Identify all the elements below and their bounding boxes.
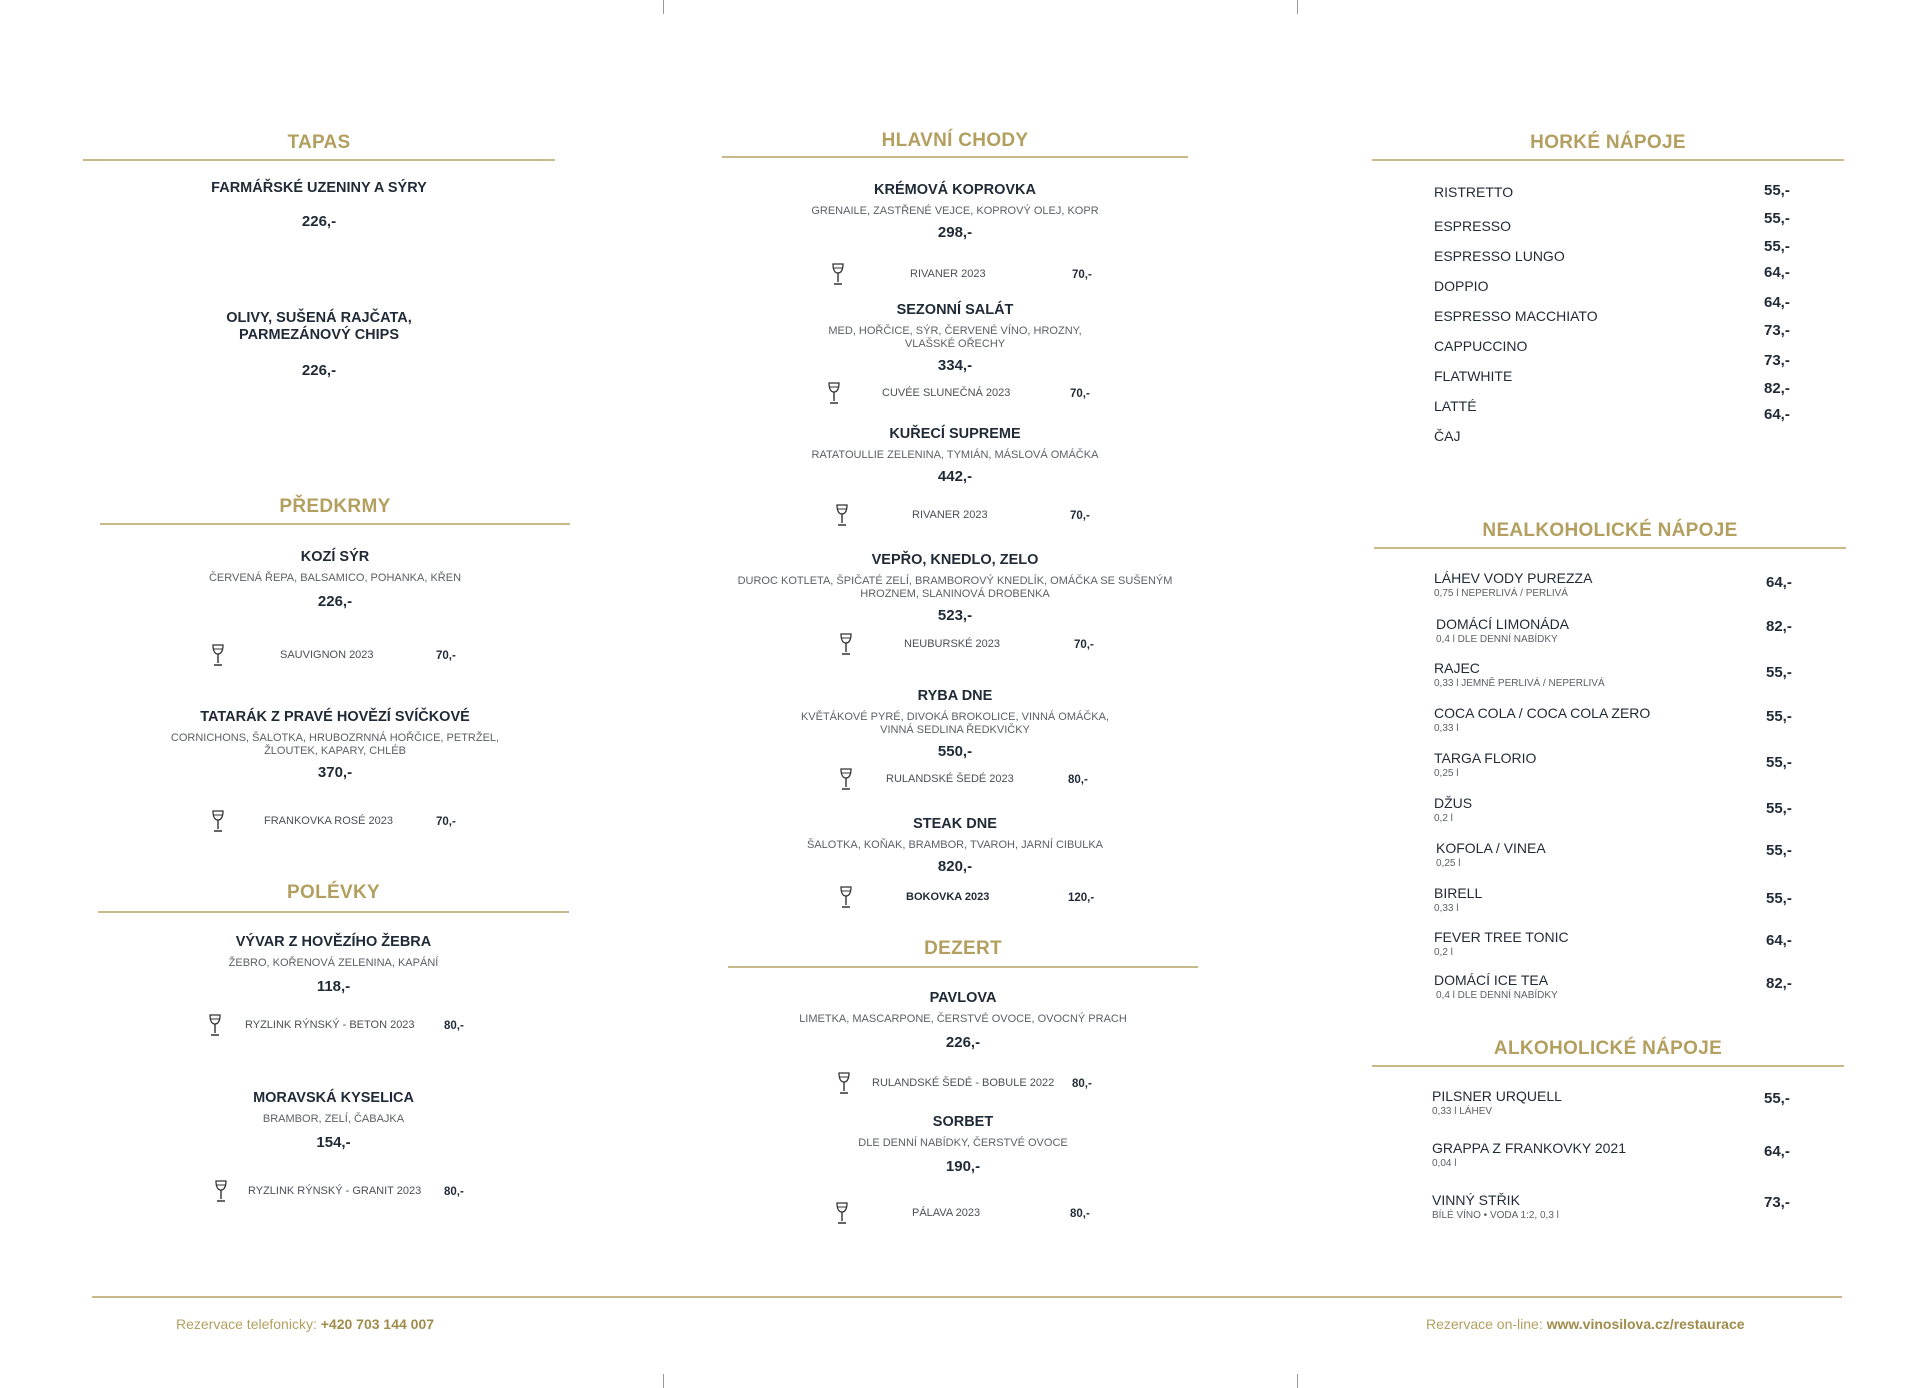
- dish-name: VEPŘO, KNEDLO, ZELO: [871, 552, 1039, 568]
- drink-price: 82,-: [1766, 975, 1792, 992]
- drink-detail: 0,04 l: [1432, 1158, 1457, 1169]
- wine-glass-icon: [834, 1202, 850, 1226]
- drink-name: TARGA FLORIO: [1434, 750, 1537, 766]
- wine-price: 70,-: [436, 650, 456, 662]
- section-polevky: [98, 880, 569, 1220]
- drink-name: RISTRETTO: [1434, 184, 1514, 200]
- online-label: Rezervace on-line:: [1426, 1316, 1543, 1332]
- section-title: DEZERT: [924, 938, 1002, 959]
- dish-name: KUŘECÍ SUPREME: [889, 426, 1021, 442]
- footer-phone: [176, 1316, 434, 1332]
- section-predkrmy: [100, 494, 570, 844]
- dish-name: SORBET: [932, 1114, 994, 1130]
- wine-glass-icon: [207, 1014, 223, 1038]
- wine-glass-icon: [836, 1072, 852, 1096]
- section-title: TAPAS: [287, 132, 351, 153]
- dish-price: 226,-: [301, 213, 337, 230]
- dish-name: SEZONNÍ SALÁT: [896, 302, 1014, 318]
- wine-price: 80,-: [1072, 1078, 1092, 1090]
- wine-pairing: [722, 504, 1188, 528]
- section-divider: [98, 911, 569, 913]
- dish-description: ČERVENÁ ŘEPA, BALSAMICO, POHANKA, KŘEN: [208, 572, 462, 584]
- drink-price: 73,-: [1764, 322, 1790, 339]
- drink-price: 64,-: [1764, 294, 1790, 311]
- wine-pairing: [728, 1072, 1198, 1096]
- drink-price: 55,-: [1764, 210, 1790, 227]
- wine-glass-icon: [213, 1180, 229, 1204]
- wine-pairing: [98, 1014, 569, 1038]
- footer-online: [1426, 1316, 1745, 1332]
- dish-price: 154,-: [316, 1134, 351, 1151]
- drink-name: LATTÉ: [1434, 398, 1477, 414]
- wine-pairing: [728, 1202, 1198, 1226]
- section-divider: [1374, 547, 1846, 549]
- dish-price: 334,-: [937, 357, 973, 374]
- drink-name: ESPRESSO MACCHIATO: [1434, 308, 1598, 324]
- wine-name: SAUVIGNON 2023: [280, 649, 374, 661]
- wine-name: PÁLAVA 2023: [912, 1207, 981, 1219]
- dish-name: MORAVSKÁ KYSELICA: [253, 1090, 414, 1106]
- crop-mark: [1297, 1374, 1298, 1388]
- drink-price: 55,-: [1766, 800, 1792, 817]
- drink-price: 55,-: [1766, 664, 1792, 681]
- wine-pairing: [722, 633, 1188, 657]
- left-column: [0, 0, 620, 1290]
- wine-glass-icon: [838, 768, 854, 792]
- crop-mark: [1297, 0, 1298, 14]
- drink-price: 64,-: [1766, 932, 1792, 949]
- dish-price: 298,-: [937, 224, 973, 241]
- section-dezert: [728, 938, 1198, 1238]
- drink-detail: 0,25 l: [1436, 858, 1461, 869]
- wine-glass-icon: [838, 886, 854, 910]
- dish-description: MED, HOŘČICE, SÝR, ČERVENÉ VÍNO, HROZNY,: [828, 325, 1082, 337]
- wine-price: 70,-: [1074, 639, 1094, 651]
- section-title: POLÉVKY: [287, 882, 380, 903]
- wine-glass-icon: [838, 633, 854, 657]
- wine-name: RYZLINK RÝNSKÝ - BETON 2023: [245, 1019, 415, 1031]
- dish-item: [722, 816, 1188, 875]
- dish-item: [728, 990, 1198, 1051]
- phone-label: Rezervace telefonicky:: [176, 1316, 317, 1332]
- reservation-link[interactable]: www.vinosilova.cz/restaurace: [1546, 1316, 1745, 1332]
- drink-price: 64,-: [1764, 264, 1790, 281]
- wine-glass-icon: [830, 263, 846, 287]
- drink-detail: 0,33 l JEMNĚ PERLIVÁ / NEPERLIVÁ: [1434, 678, 1605, 689]
- dish-description: ŽLOUTEK, KAPARY, CHLÉB: [264, 745, 406, 757]
- section-title: HLAVNÍ CHODY: [881, 130, 1029, 151]
- drink-price: 55,-: [1766, 842, 1792, 859]
- dish-description: DLE DENNÍ NABÍDKY, ČERSTVÉ OVOCE: [858, 1137, 1068, 1149]
- middle-column: [700, 0, 1220, 1290]
- wine-name: FRANKOVKA ROSÉ 2023: [264, 815, 393, 827]
- dish-description: BRAMBOR, ZELÍ, ČABAJKA: [262, 1113, 405, 1125]
- drink-name: ESPRESSO LUNGO: [1434, 248, 1565, 264]
- wine-name: CUVÉE SLUNEČNÁ 2023: [882, 387, 1011, 399]
- section-title: ALKOHOLICKÉ NÁPOJE: [1493, 1038, 1723, 1059]
- wine-pairing: [722, 263, 1188, 287]
- dish-name: PARMEZÁNOVÝ CHIPS: [238, 327, 400, 343]
- dish-price: 118,-: [316, 978, 351, 995]
- dish-item: [722, 688, 1188, 760]
- drink-detail: BÍLÉ VÍNO • VODA 1:2, 0,3 l: [1432, 1210, 1559, 1221]
- dish-price: 523,-: [937, 607, 973, 624]
- dish-price: 442,-: [937, 468, 973, 485]
- dish-description: HROZNEM, SLANINOVÁ DROBENKA: [860, 588, 1050, 600]
- dish-name: RYBA DNE: [917, 688, 993, 704]
- wine-name: NEUBURSKÉ 2023: [904, 638, 1000, 650]
- drink-name: RAJEC: [1434, 660, 1480, 676]
- wine-price: 70,-: [436, 816, 456, 828]
- wine-price: 70,-: [1070, 510, 1090, 522]
- dish-price: 550,-: [937, 743, 973, 760]
- dish-description: ŽEBRO, KOŘENOVÁ ZELENINA, KAPÁNÍ: [228, 957, 439, 969]
- wine-pairing: [722, 382, 1188, 406]
- dish-description: KVĚTÁKOVÉ PYRÉ, DIVOKÁ BROKOLICE, VINNÁ OMÁČKA,: [800, 711, 1110, 723]
- drink-name: LÁHEV VODY PUREZZA: [1434, 570, 1593, 586]
- wine-price: 70,-: [1072, 269, 1092, 281]
- wine-price: 80,-: [444, 1020, 464, 1032]
- dish-item: [100, 709, 570, 781]
- drink-price: 64,-: [1764, 406, 1790, 423]
- section-divider: [83, 159, 555, 161]
- wine-price: 80,-: [444, 1186, 464, 1198]
- dish-description: CORNICHONS, ŠALOTKA, HRUBOZRNNÁ HOŘČICE, PETRŽEL,: [170, 732, 500, 744]
- drink-name: BIRELL: [1434, 885, 1483, 901]
- wine-price: 120,-: [1068, 892, 1095, 904]
- crop-mark: [663, 1374, 664, 1388]
- drink-name: ESPRESSO: [1434, 218, 1512, 234]
- drink-name: CAPPUCCINO: [1434, 338, 1528, 354]
- drink-name: VINNÝ STŘIK: [1432, 1192, 1520, 1208]
- dish-description: ŠALOTKA, KOŇAK, BRAMBOR, TVAROH, JARNÍ CIBULKA: [806, 839, 1104, 851]
- drink-name: DOMÁCÍ LIMONÁDA: [1436, 616, 1570, 632]
- phone-number[interactable]: +420 703 144 007: [320, 1316, 435, 1332]
- section-divider: [728, 966, 1198, 968]
- drink-name: COCA COLA / COCA COLA ZERO: [1434, 705, 1651, 721]
- wine-price: 80,-: [1068, 774, 1088, 786]
- section-divider: [100, 523, 570, 525]
- dish-item: [98, 934, 569, 995]
- dish-name: FARMÁŘSKÉ UZENINY A SÝRY: [211, 180, 427, 196]
- wine-glass-icon: [826, 382, 842, 406]
- drink-name: FEVER TREE TONIC: [1434, 929, 1569, 945]
- dish-description: VINNÁ SEDLINA ŘEDKVIČKY: [880, 724, 1030, 736]
- wine-pairing: [100, 644, 570, 668]
- wine-glass-icon: [834, 504, 850, 528]
- section-tapas: [83, 130, 555, 410]
- wine-price: 80,-: [1070, 1208, 1090, 1220]
- drink-price: 55,-: [1764, 1090, 1790, 1107]
- dish-item: [722, 302, 1188, 374]
- dish-name: KOZÍ SÝR: [300, 549, 370, 565]
- wine-pairing: [722, 768, 1188, 792]
- drink-price: 64,-: [1766, 574, 1792, 591]
- drink-detail: 0,2 l: [1434, 813, 1453, 824]
- wine-name: RULANDSKÉ ŠEDÉ 2023: [886, 773, 1014, 785]
- footer-divider: [92, 1296, 1842, 1298]
- dish-name: TATARÁK Z PRAVÉ HOVĚZÍ SVÍČKOVÉ: [200, 709, 470, 725]
- wine-name: RIVANER 2023: [910, 268, 986, 280]
- section-divider: [1372, 159, 1844, 161]
- dish-name: STEAK DNE: [913, 816, 997, 832]
- dish-name: KRÉMOVÁ KOPROVKA: [874, 182, 1036, 198]
- dish-price: 226,-: [317, 593, 353, 610]
- drink-detail: 0,4 l DLE DENNÍ NABÍDKY: [1436, 990, 1558, 1001]
- drink-name: ČAJ: [1434, 428, 1461, 444]
- dish-item: [100, 549, 570, 610]
- wine-pairing: [100, 810, 570, 834]
- wine-price: 70,-: [1070, 388, 1090, 400]
- dish-item: [83, 180, 555, 230]
- section-horke-napoje: [1372, 130, 1844, 450]
- drink-price: 55,-: [1766, 754, 1792, 771]
- drink-price: 73,-: [1764, 352, 1790, 369]
- section-title: NEALKOHOLICKÉ NÁPOJE: [1482, 520, 1738, 541]
- crop-mark: [663, 0, 664, 14]
- drink-detail: 0,33 l LÁHEV: [1432, 1106, 1493, 1117]
- dish-item: [722, 426, 1188, 485]
- section-title: PŘEDKRMY: [279, 496, 391, 517]
- drink-detail: 0,4 l DLE DENNÍ NABÍDKY: [1436, 634, 1558, 645]
- dish-price: 370,-: [317, 764, 353, 781]
- drink-price: 55,-: [1764, 182, 1790, 199]
- dish-item: [83, 310, 555, 379]
- drink-name: DOMÁCÍ ICE TEA: [1434, 972, 1549, 988]
- drink-detail: 0,75 l NEPERLIVÁ / PERLIVÁ: [1434, 588, 1568, 599]
- drink-name: PILSNER URQUELL: [1432, 1088, 1562, 1104]
- wine-name: RIVANER 2023: [912, 509, 988, 521]
- wine-glass-icon: [210, 810, 226, 834]
- drink-detail: 0,33 l: [1434, 723, 1459, 734]
- wine-glass-icon: [210, 644, 226, 668]
- drink-price: 73,-: [1764, 1194, 1790, 1211]
- drink-price: 55,-: [1766, 708, 1792, 725]
- drink-name: DOPPIO: [1434, 278, 1489, 294]
- section-hlavni-chody: [722, 128, 1188, 928]
- dish-item: [722, 552, 1188, 624]
- section-title: HORKÉ NÁPOJE: [1530, 132, 1686, 153]
- dish-price: 190,-: [945, 1158, 981, 1175]
- drink-detail: 0,2 l: [1434, 947, 1453, 958]
- section-alko-napoje: [1372, 1036, 1844, 1226]
- dish-description: VLAŠSKÉ OŘECHY: [904, 338, 1006, 350]
- drink-name: FLATWHITE: [1434, 368, 1513, 384]
- wine-name: BOKOVKA 2023: [906, 891, 990, 903]
- dish-price: 226,-: [301, 362, 337, 379]
- drink-price: 55,-: [1764, 238, 1790, 255]
- dish-item: [728, 1114, 1198, 1175]
- drink-price: 82,-: [1766, 618, 1792, 635]
- drink-price: 82,-: [1764, 380, 1790, 397]
- drink-name: KOFOLA / VINEA: [1436, 840, 1546, 856]
- drink-price: 55,-: [1766, 890, 1792, 907]
- dish-price: 226,-: [945, 1034, 981, 1051]
- dish-description: RATATOULLIE ZELENINA, TYMIÁN, MÁSLOVÁ OMÁČKA: [811, 449, 1099, 461]
- dish-price: 820,-: [937, 858, 973, 875]
- drink-detail: 0,25 l: [1434, 768, 1459, 779]
- section-nealko-napoje: [1374, 518, 1846, 1008]
- section-divider: [1372, 1065, 1844, 1067]
- drink-detail: 0,33 l: [1434, 903, 1459, 914]
- dish-name: PAVLOVA: [929, 990, 997, 1006]
- dish-name: OLIVY, SUŠENÁ RAJČATA,: [226, 310, 412, 326]
- drink-name: DŽUS: [1434, 795, 1473, 811]
- section-divider: [722, 156, 1188, 158]
- dish-item: [98, 1090, 569, 1151]
- dish-description: GRENAILE, ZASTŘENÉ VEJCE, KOPROVÝ OLEJ, KOPR: [811, 205, 1099, 217]
- dish-description: LIMETKA, MASCARPONE, ČERSTVÉ OVOCE, OVOCNÝ PRACH: [799, 1013, 1127, 1025]
- right-column: [1360, 0, 1880, 1290]
- dish-item: [722, 182, 1188, 241]
- drink-name: GRAPPA Z FRANKOVKY 2021: [1432, 1140, 1627, 1156]
- wine-name: RULANDSKÉ ŠEDÉ - BOBULE 2022: [872, 1077, 1055, 1089]
- drink-price: 64,-: [1764, 1143, 1790, 1160]
- wine-pairing: [98, 1180, 569, 1204]
- dish-description: DUROC KOTLETA, ŠPIČATÉ ZELÍ, BRAMBOROVÝ KNEDLÍK, OMÁČKA SE SUŠENÝM: [737, 575, 1173, 587]
- wine-name: RYZLINK RÝNSKÝ - GRANIT 2023: [248, 1185, 422, 1197]
- wine-pairing: [722, 886, 1188, 910]
- dish-name: VÝVAR Z HOVĚZÍHO ŽEBRA: [235, 934, 432, 950]
